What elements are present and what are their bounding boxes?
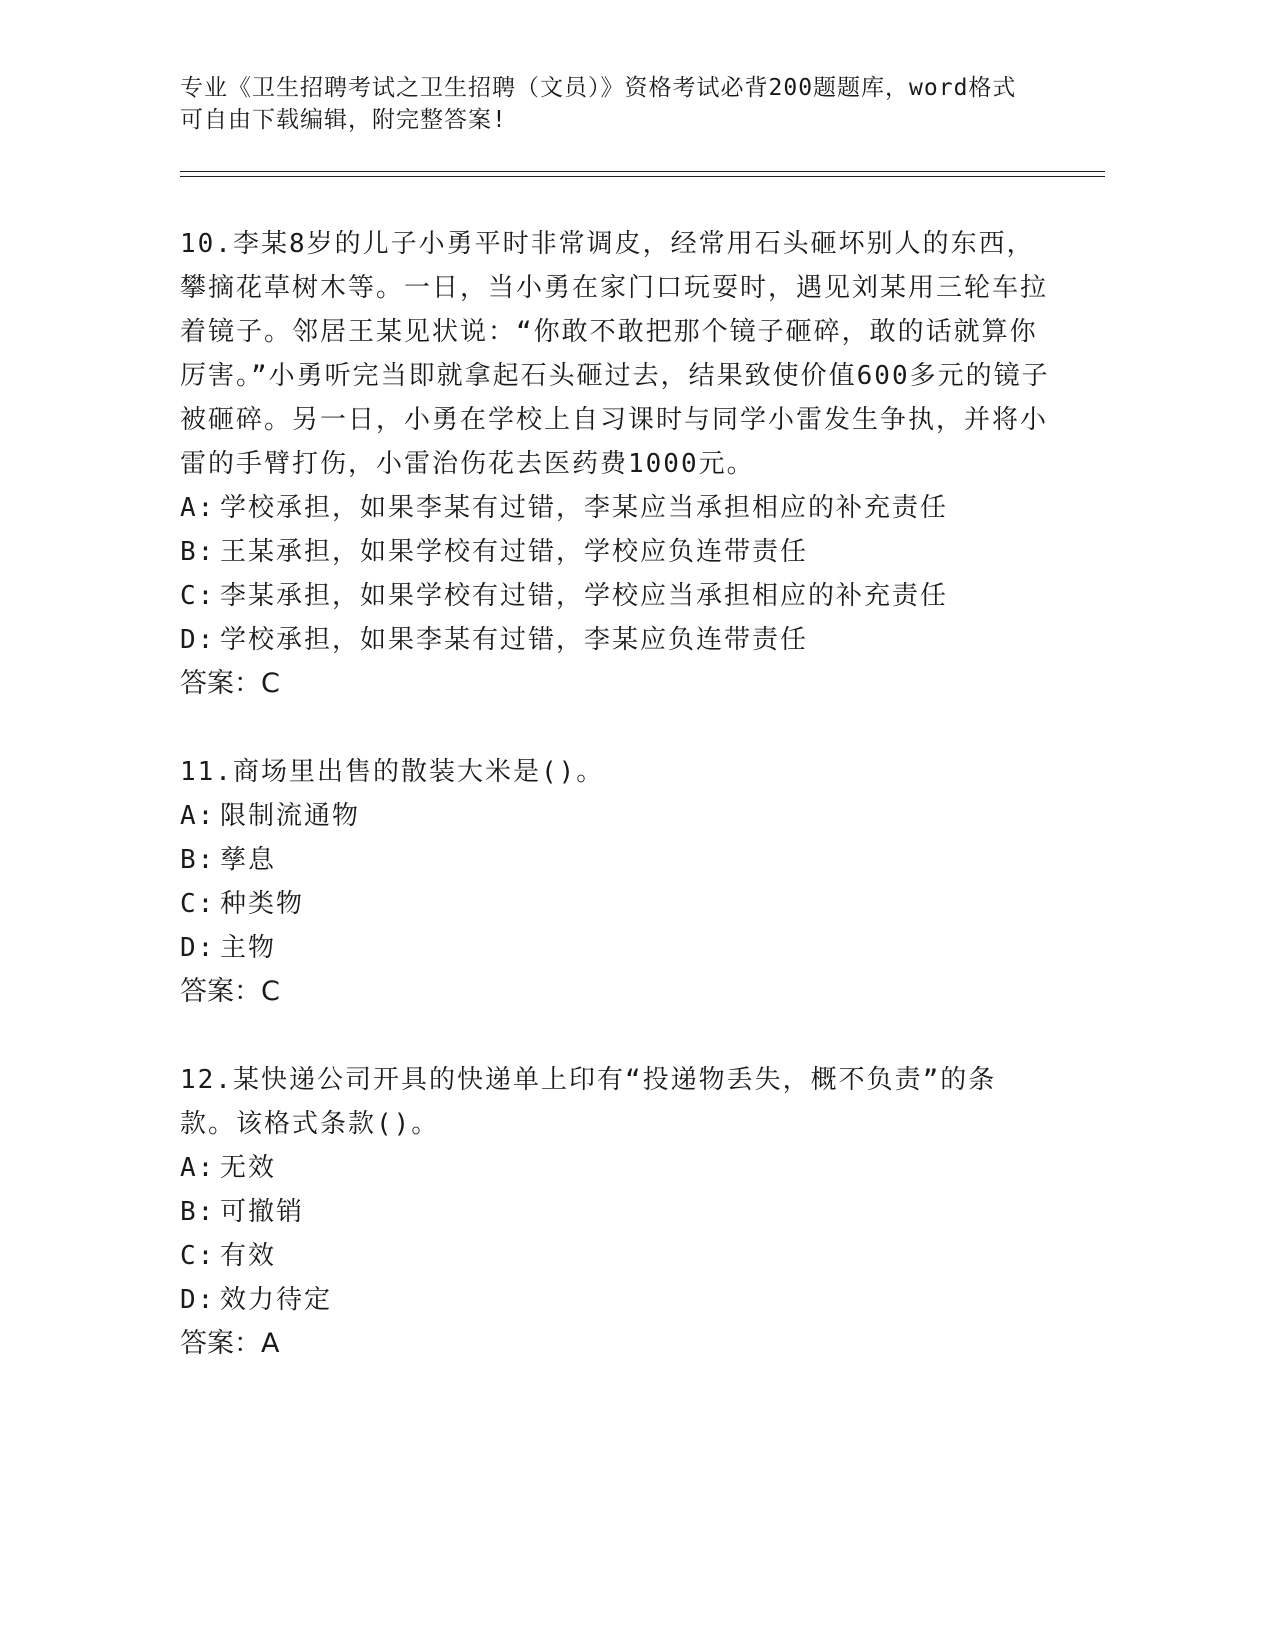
option-d [180, 618, 1050, 662]
option-text: 孳息 [220, 845, 277, 875]
option-a [180, 1146, 1050, 1190]
option-label: D: [180, 933, 216, 963]
option-b [180, 838, 1050, 882]
question-11 [180, 750, 1050, 1014]
answer: 答案：A [180, 1328, 280, 1359]
option-b [180, 530, 1050, 574]
option-text: 学校承担，如果李某有过错，李某应负连带责任 [220, 625, 809, 655]
question-text: 11.商场里出售的散装大米是()。 [180, 757, 605, 787]
option-b [180, 1190, 1050, 1234]
question-12 [180, 1058, 1050, 1366]
question-list [180, 222, 1050, 1410]
option-text: 有效 [220, 1241, 277, 1271]
option-label: A: [180, 1153, 216, 1183]
option-label: D: [180, 1285, 216, 1315]
option-label: B: [180, 537, 216, 567]
option-d [180, 926, 1050, 970]
option-label: A: [180, 801, 216, 831]
option-text: 种类物 [220, 889, 305, 919]
option-a [180, 794, 1050, 838]
header-divider-bottom [180, 176, 1105, 177]
option-c [180, 882, 1050, 926]
option-d [180, 1278, 1050, 1322]
document-header [180, 72, 1040, 136]
option-text: 李某承担，如果学校有过错，学校应当承担相应的补充责任 [220, 581, 949, 611]
option-text: 主物 [220, 933, 277, 963]
option-label: C: [180, 581, 216, 611]
option-label: C: [180, 1241, 216, 1271]
option-c [180, 574, 1050, 618]
question-text: 12.某快递公司开具的快递单上印有“投递物丢失，概不负责”的条款。该格式条款()。 [180, 1065, 997, 1139]
question-text: 10.李某8岁的儿子小勇平时非常调皮，经常用石头砸坏别人的东西，攀摘花草树木等。一日，当小勇在家门口玩耍时，遇见刘某用三轮车拉着镜子。邻居王某见状说：“你敢不敢把那个镜子砸碎，敢的话就算你厉害。”小勇听完当即就拿起石头砸过去，结果致使价值600多元的镜子被砸碎。另一日，小勇在学校上自习课时与同学小雷发生争执，并将小雷的手臂打伤，小雷治伤花去医药费1000元。 [180, 229, 1050, 479]
option-text: 王某承担，如果学校有过错，学校应负连带责任 [220, 537, 809, 567]
answer: 答案：C [180, 668, 280, 699]
question-10 [180, 222, 1050, 706]
header-line-2: 可自由下载编辑，附完整答案! [180, 107, 507, 133]
option-label: A: [180, 493, 216, 523]
option-text: 学校承担，如果李某有过错，李某应当承担相应的补充责任 [220, 493, 949, 523]
answer: 答案：C [180, 976, 280, 1007]
option-label: D: [180, 625, 216, 655]
option-label: B: [180, 1197, 216, 1227]
option-text: 可撤销 [220, 1197, 305, 1227]
option-c [180, 1234, 1050, 1278]
option-a [180, 486, 1050, 530]
option-text: 无效 [220, 1153, 277, 1183]
option-label: C: [180, 889, 216, 919]
option-label: B: [180, 845, 216, 875]
header-divider-top [180, 171, 1105, 172]
header-line-1: 专业《卫生招聘考试之卫生招聘（文员）》资格考试必背200题题库，word格式 [180, 75, 1017, 101]
option-text: 限制流通物 [220, 801, 361, 831]
option-text: 效力待定 [220, 1285, 333, 1315]
